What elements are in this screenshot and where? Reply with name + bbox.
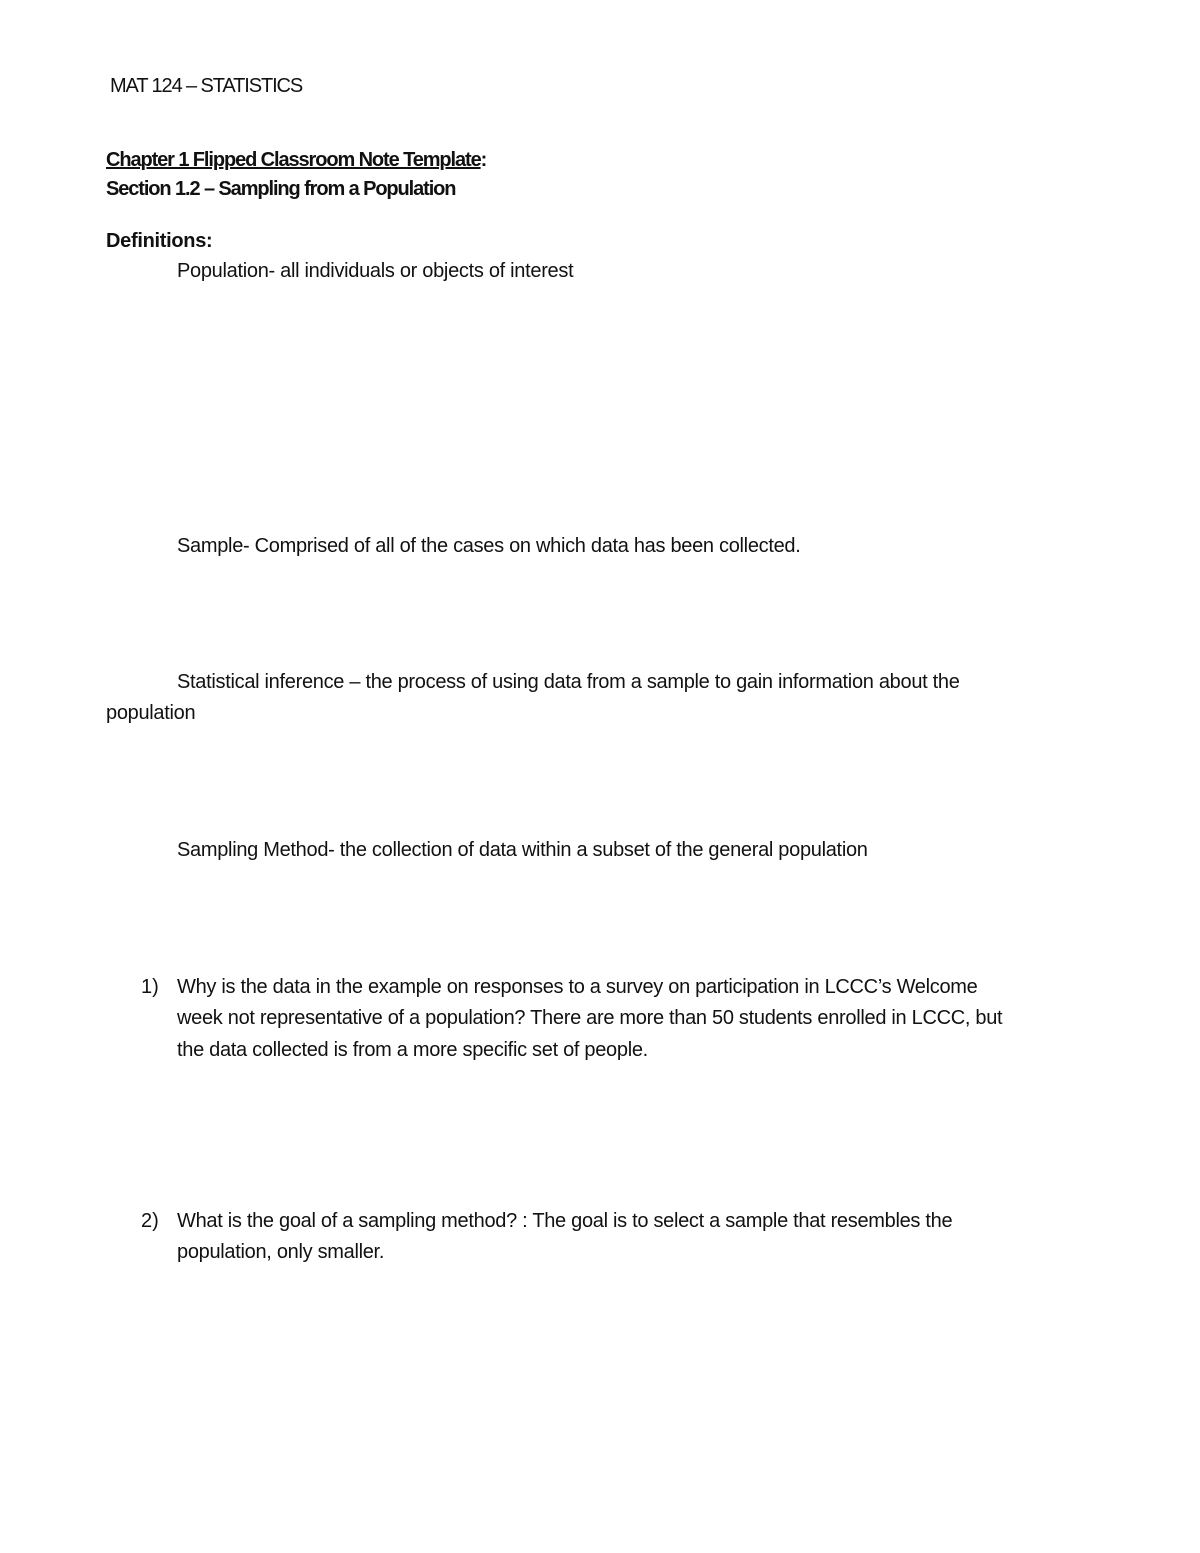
definition-sampling-method: Sampling Method- the collection of data within a subset of the general population — [177, 839, 868, 861]
definition-statistical-inference-line2: population — [106, 702, 196, 724]
question-1-line1: Why is the data in the example on responses to a survey on participation in LCCC’s Welcome — [177, 976, 978, 998]
section-title: Section 1.2 – Sampling from a Population — [106, 178, 456, 200]
definition-sample: Sample- Comprised of all of the cases on which data has been collected. — [177, 535, 801, 557]
chapter-title-line — [106, 148, 486, 172]
question-2-line1: What is the goal of a sampling method? : The goal is to select a sample that resembles the — [177, 1210, 953, 1232]
question-2-line2: population, only smaller. — [177, 1241, 385, 1263]
chapter-title-suffix: : — [480, 149, 487, 171]
definitions-heading: Definitions: — [106, 230, 213, 252]
course-header: MAT 124 – STATISTICS — [110, 75, 303, 97]
question-1-line3: the data collected is from a more specific set of people. — [177, 1039, 648, 1061]
chapter-title: Chapter 1 Flipped Classroom Note Template — [106, 149, 481, 171]
definition-statistical-inference-line1: Statistical inference – the process of using data from a sample to gain information about the — [177, 671, 960, 693]
question-1-number: 1) — [141, 976, 159, 998]
question-2-number: 2) — [141, 1210, 159, 1232]
question-1-line2: week not representative of a population? There are more than 50 students enrolled in LCCC, but — [177, 1007, 1003, 1029]
definition-population: Population- all individuals or objects of interest — [177, 260, 574, 282]
